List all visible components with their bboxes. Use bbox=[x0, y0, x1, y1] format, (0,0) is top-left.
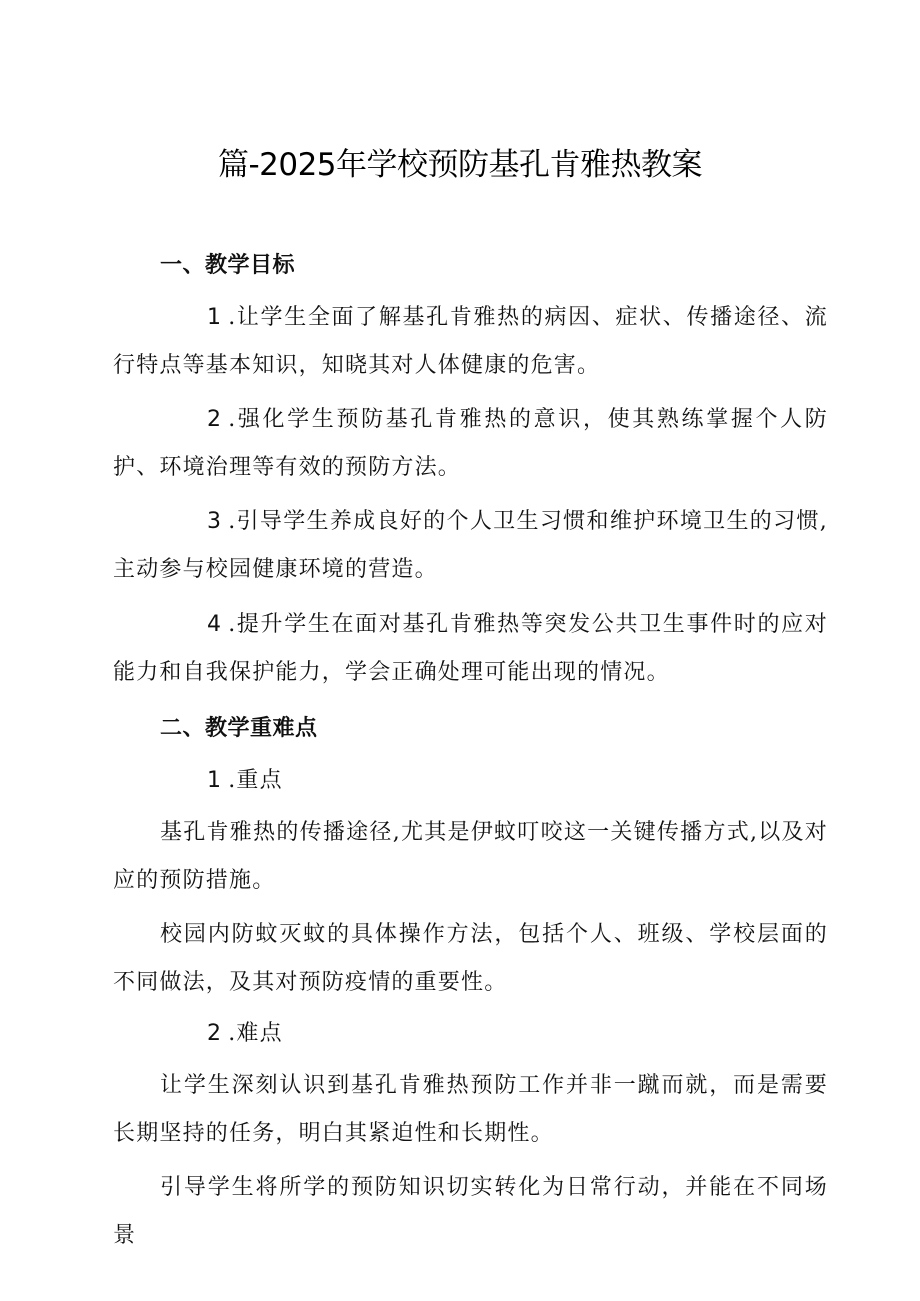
item-text: .提升学生在面对基孔肯雅热等突发公共卫生事件时的应对能力和自我保护能力，学会正确处理可能出现的情况。 bbox=[113, 612, 828, 685]
objective-item-3 bbox=[113, 498, 828, 594]
item-number: 3 bbox=[207, 509, 223, 534]
subheading-key-point bbox=[113, 757, 828, 805]
item-number: 1 bbox=[207, 768, 223, 793]
item-text: .强化学生预防基孔肯雅热的意识，使其熟练掌握个人防护、环境治理等有效的预防方法。 bbox=[113, 407, 828, 480]
subheading-label: .难点 bbox=[228, 1021, 283, 1046]
item-number: 4 bbox=[207, 612, 223, 637]
section-heading-key-points: 二、教学重难点 bbox=[160, 716, 318, 741]
subheading-difficulty bbox=[113, 1010, 828, 1058]
key-point-paragraph-2: 校园内防蚊灭蚊的具体操作方法，包括个人、班级、学校层面的不同做法，及其对预防疫情的重要性。 bbox=[113, 922, 828, 995]
item-number: 2 bbox=[207, 407, 223, 432]
key-point-paragraph-1: 基孔肯雅热的传播途径,尤其是伊蚊叮咬这一关键传播方式,以及对应的预防措施。 bbox=[113, 820, 828, 893]
item-number: 1 bbox=[207, 305, 223, 330]
item-number: 2 bbox=[207, 1021, 223, 1046]
objective-item-2 bbox=[113, 396, 828, 492]
difficulty-paragraph-1: 让学生深刻认识到基孔肯雅热预防工作并非一蹴而就，而是需要长期坚持的任务，明白其紧迫性和长期性。 bbox=[113, 1073, 828, 1146]
item-text: .引导学生养成良好的个人卫生习惯和维护环境卫生的习惯,主动参与校园健康环境的营造。 bbox=[113, 509, 828, 582]
difficulty-paragraph-2: 引导学生将所学的预防知识切实转化为日常行动，并能在不同场景 bbox=[113, 1175, 828, 1248]
objective-item-4 bbox=[113, 601, 828, 697]
subheading-label: .重点 bbox=[228, 768, 283, 793]
document-title: 篇-2025年学校预防基孔肯雅热教案 bbox=[217, 147, 703, 183]
section-heading-objectives: 一、教学目标 bbox=[160, 253, 296, 278]
objective-item-1 bbox=[113, 294, 828, 390]
item-text: .让学生全面了解基孔肯雅热的病因、症状、传播途径、流行特点等基本知识，知晓其对人体健康的危害。 bbox=[113, 305, 828, 378]
